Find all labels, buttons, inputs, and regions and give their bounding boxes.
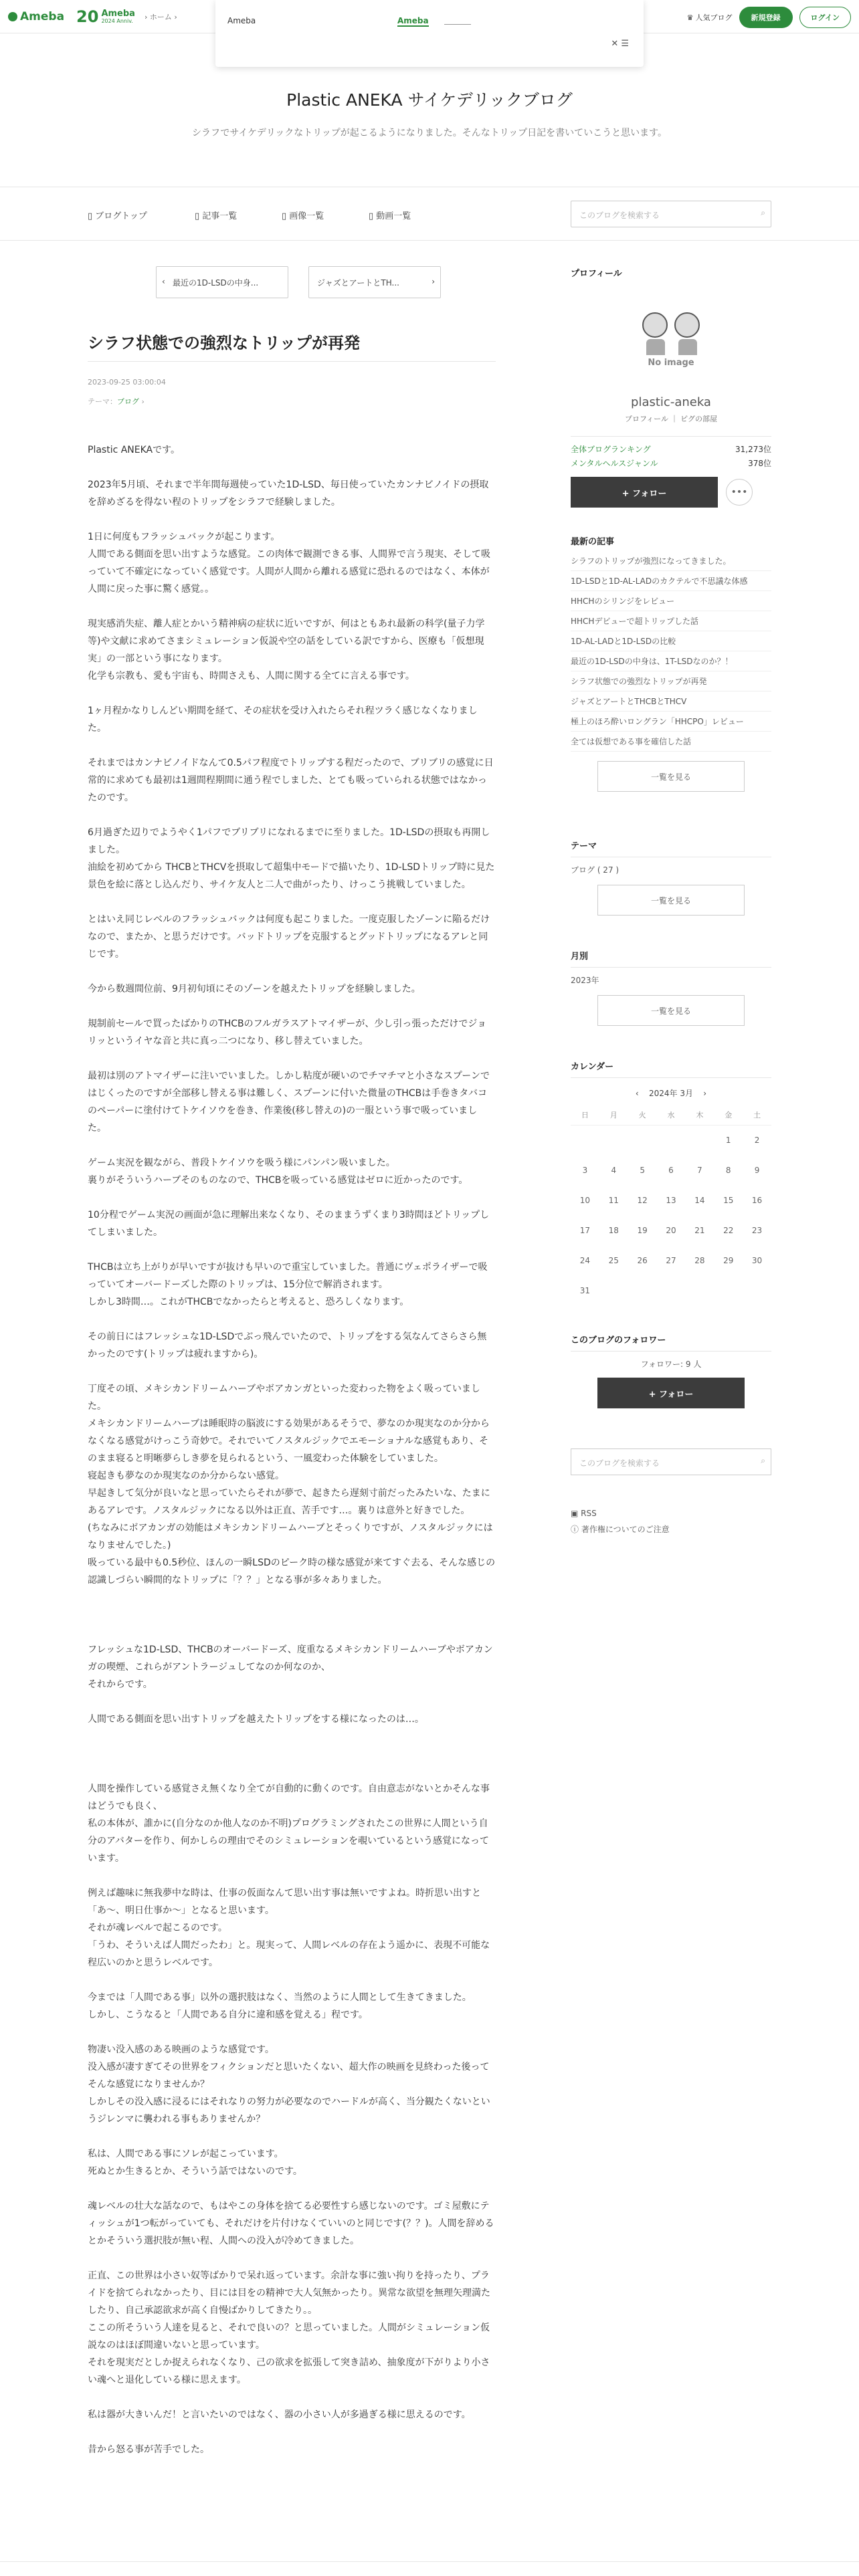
article-paragraph: 寝起きも夢なのか現実なのか分からない感覚。	[88, 1471, 284, 1481]
paragraph-spacer	[88, 459, 496, 476]
calendar-day	[685, 1276, 714, 1306]
theme-heading: テーマ	[571, 841, 597, 851]
close-icon[interactable]: ✕ ☰	[611, 39, 629, 49]
recent-articles	[571, 551, 771, 752]
calendar-day	[599, 1276, 628, 1306]
calendar-day: 3	[582, 1166, 588, 1175]
copyright-link[interactable]: ⓘ 著作権についてのご注意	[571, 1525, 670, 1534]
month-see-all-button[interactable]: 一覧を見る	[597, 995, 745, 1026]
calendar-day: 12	[637, 1196, 648, 1205]
calendar-day: 22	[723, 1226, 734, 1235]
article-paragraph: 私の本体が、誰かに(自分なのか他人なのか不明)プログラミングされたこの世界に人間という自分のアバターを作り、何かしらの理由でそのシミュレーションを覗いているという感覚になっています。	[88, 1818, 490, 1864]
article-paragraph: 油絵を初めてから THCBとTHCVを摂取して超集中モードで描いたり、1D-LSDトリップ時に見た景色を絵に落とし込んだり、サイケ友人と二人で曲がったり、けっこう挑戦していました。	[88, 862, 495, 890]
blog-search-input[interactable]: このブログを検索する ⌕	[571, 201, 771, 227]
recent-article-link[interactable]: 1D-LSDと1D-AL-LADのカクテルで不思議な体感	[571, 571, 771, 591]
article-paragraph: しかし3時間…。これがTHCBでなかったらと考えると、恐ろしくなります。	[88, 1297, 409, 1307]
profile-name[interactable]: plastic-aneka	[631, 395, 711, 409]
avatar[interactable]	[628, 292, 714, 379]
article-paragraph: 化学も宗教も、愛も宇宙も、時間さえも、人間に関する全てに言える事です。	[88, 671, 415, 681]
profile-link[interactable]: プロフィール	[625, 415, 668, 423]
paragraph-spacer	[88, 685, 496, 702]
header-dropdown-panel	[215, 0, 644, 67]
calendar-day	[657, 1125, 686, 1156]
calendar-title: 2024年 3月	[649, 1089, 693, 1098]
search-icon[interactable]: ⌕	[761, 1456, 765, 1465]
login-button[interactable]: ログイン	[799, 7, 851, 28]
recent-article-link[interactable]: 1D-AL-LADと1D-LSDの比較	[571, 631, 771, 651]
article-paragraph: 「うわ、そういえば人間だったわ」と。現実って、人間レベルの存在よう遥かに、表現不可能な程広いのかと思うレベルです。	[88, 1940, 490, 1968]
calendar-weekday: 月	[599, 1105, 628, 1125]
calendar-weekday: 金	[714, 1105, 743, 1125]
recent-article-link[interactable]: 極上のほろ酔いロングラン「HHCPO」レビュー	[571, 712, 771, 732]
recent-article-link[interactable]: ジャズとアートとTHCBとTHCV	[571, 691, 771, 712]
calendar-weekday: 火	[628, 1105, 657, 1125]
rss-icon: ▣	[571, 1509, 579, 1518]
calendar-day	[628, 1276, 657, 1306]
chevron-left-icon: ‹	[162, 277, 165, 286]
article-paragraph: 裏りがそういうハーブそのものなので、THCBを吸っている感覚はゼロに近かったのです。	[88, 1175, 468, 1186]
paragraph-spacer	[88, 963, 496, 980]
calendar-day: 26	[637, 1256, 648, 1265]
divider	[88, 361, 496, 362]
calendar-day: 4	[611, 1166, 617, 1175]
paragraph-spacer	[88, 1624, 496, 1641]
article-paragraph	[88, 1606, 496, 1624]
prev-article-button[interactable]: ‹ 最近の1D-LSDの中身...	[156, 266, 288, 298]
theme-link[interactable]: ブログ	[117, 397, 139, 406]
no-image-label: No image	[648, 358, 694, 368]
calendar-day	[714, 1276, 743, 1306]
recent-article-link[interactable]: シラフのトリップが強烈になってきました。	[571, 551, 771, 571]
article-paragraph: 人間を操作している感覚さえ無くなり全てが自動的に動くのです。自由意志がないとかそんな事はどうでも良く、	[88, 1784, 490, 1812]
calendar-day: 10	[579, 1196, 591, 1205]
blog-nav	[88, 187, 771, 241]
popular-blogs-link[interactable]: ♛ 人気ブログ	[686, 13, 733, 22]
month-item[interactable]: 2023年	[571, 976, 599, 985]
paragraph-spacer	[88, 1241, 496, 1259]
calendar-weekday: 木	[685, 1105, 714, 1125]
calendar-day: 5	[640, 1166, 645, 1175]
calendar-day: 30	[751, 1256, 763, 1265]
paragraph-spacer	[88, 1137, 496, 1154]
paragraph-spacer	[88, 1050, 496, 1067]
article-paragraph: 今までは「人間である事」以外の選択肢はなく、当然のように人間として生きてきました。	[88, 1992, 472, 2003]
global-header	[0, 0, 859, 49]
article-paragraph: 最初は別のアトマイザーに注いでいました。しかし粘度が硬いのでチマチマと小さなスプーンではじくったのですが全部移し替える事は難しく、スプーンに付いた微量のTHCBは手巻きタバコのペーパーに塗付けてトケイソウを巻き、作業後(移し替えの)の一服という事で吸っていました。	[88, 1071, 490, 1134]
article-paragraph: 丁度その頃、メキシカンドリームハーブやボアカンガといった変わった物をよく吸っていました。	[88, 1384, 480, 1412]
followers-heading: このブログのフォロワー	[571, 1335, 666, 1346]
ranking-overall[interactable]: 全体ブログランキング 31,273位	[571, 445, 771, 454]
blog-description: シラフでサイケデリックなトリップが起こるようになりました。そんなトリップ日記を書いていこうと思います。	[191, 128, 668, 138]
calendar-day: 6	[668, 1166, 674, 1175]
calendar-day: 11	[608, 1196, 619, 1205]
article-paragraph: ここの所そういう人達を見ると、それで良いの？と思っていました。人間がシミュレーション仮説なのはほぼ間違いないと思っています。	[88, 2323, 490, 2351]
article-paragraph: 物凄い没入感のある映画のような感覚です。	[88, 2044, 274, 2055]
article-paragraph: (ちなみにボアカンガの効能はメキシカンドリームハーブとそっくりですが、ノスタルジックにはなりませんでした。)	[88, 1523, 493, 1551]
calendar-day: 17	[579, 1226, 591, 1235]
nav-article-list[interactable]: ▯ 記事一覧	[195, 211, 237, 221]
signup-button[interactable]: 新規登録	[739, 7, 793, 28]
calendar-day	[571, 1125, 599, 1156]
calendar-day	[657, 1276, 686, 1306]
recent-article-link[interactable]: HHCHのシリンジをレビュー	[571, 591, 771, 611]
profile-heading: プロフィール	[571, 269, 622, 279]
recent-heading: 最新の記事	[571, 537, 615, 547]
info-icon: ⓘ	[571, 1525, 579, 1534]
paragraph-spacer	[88, 2180, 496, 2197]
article-body	[88, 441, 496, 2476]
calendar-day: 28	[694, 1256, 705, 1265]
footer	[0, 2561, 859, 2576]
rss-link[interactable]: ▣ RSS	[571, 1509, 597, 1518]
nav-image-list[interactable]: ▯ 画像一覧	[282, 211, 324, 221]
follow-button-2[interactable]: + フォロー	[597, 1378, 745, 1408]
more-icon[interactable]: •••	[726, 479, 753, 506]
article-paragraph: 10分程でゲーム実況の画面が急に理解出来なくなり、そのままうずくまり3時間ほどトリップしてしまいました。	[88, 1210, 490, 1238]
chevron-right-icon: ›	[432, 277, 435, 286]
next-article-button[interactable]: ジャズとアートとTH... ›	[308, 266, 441, 298]
follow-button[interactable]: + フォロー	[571, 477, 718, 508]
article-paragraph: 1ヶ月程かなりしんどい期間を経て、その症状を受け入れたらそれ程ツラく感じなくなりました。	[88, 706, 478, 734]
calendar-day	[743, 1276, 771, 1306]
breadcrumb-home[interactable]: › ホーム ›	[144, 12, 177, 21]
paragraph-spacer	[88, 598, 496, 615]
calendar-day	[628, 1125, 657, 1156]
avatar-person-icon	[674, 312, 700, 338]
recent-article-link[interactable]: 最近の1D-LSDの中身は、1T-LSDなのか？！	[571, 651, 771, 671]
nav-blog-top[interactable]: ▯ ブログトップ	[88, 211, 147, 221]
article-paragraph: しかしその没入感に浸るにはそれなりの努力が必要なのでハードルが高く、当分観たくないというジレンマに襲われる事もありませんか？	[88, 2097, 490, 2125]
theme-see-all-button[interactable]: 一覧を見る	[597, 885, 745, 916]
dropdown-label: Ameba	[227, 16, 256, 25]
paragraph-spacer	[88, 2250, 496, 2267]
sidebar-search-input[interactable]: このブログを検索する ⌕	[571, 1448, 771, 1475]
blog-title[interactable]: Plastic ANEKA サイケデリックブログ	[286, 90, 573, 110]
calendar-day: 29	[723, 1256, 734, 1265]
paragraph-spacer	[88, 511, 496, 528]
paragraph-spacer	[88, 1589, 496, 1606]
article-paragraph: 例えば趣味に無我夢中な時は、仕事の仮面なんて思い出す事は無いですよね。時折思い出すと「あ〜、明日仕事か〜」となると思います。	[88, 1888, 481, 1916]
article-paragraph	[88, 1745, 496, 1763]
ameba-logo[interactable]: Ameba	[8, 10, 64, 23]
article-paragraph: 吸っている最中も0.5秒位、ほんの一瞬LSDのピーク時の様な感覚が来てすぐ去る、そんな感じの認識しづらい瞬間的なトリップに「？？」となる事が多々ありました。	[88, 1558, 496, 1586]
article-paragraph: 現実感消失症、離人症とかいう精神病の症状に近いですが、何はともあれ最新の科学(量子力学等)や文献に求めてさまシミュレーション仮説や空の話をしている訳ですから、医療も「仮想現実」の一部という事になります。	[88, 619, 485, 664]
calendar-day: 14	[694, 1196, 705, 1205]
pigg-link[interactable]: ピグの部屋	[680, 415, 717, 423]
article-paragraph: しかし、こうなると「人間である自分に違和感を覚える」程です。	[88, 2010, 368, 2020]
article-title[interactable]: シラフ状態での強烈なトリップが再発	[88, 334, 361, 352]
calendar-day: 31	[579, 1286, 591, 1295]
calendar-day: 24	[579, 1256, 591, 1265]
paragraph-spacer	[88, 1867, 496, 1885]
recent-article-link[interactable]: シラフ状態での強烈なトリップが再発	[571, 671, 771, 691]
article-paragraph: 今から数週間位前、9月初旬頃にそのゾーンを越えたトリップを経験しました。	[88, 984, 421, 994]
dropdown-underline	[444, 24, 471, 25]
chevron-right-icon[interactable]: ›	[703, 1089, 707, 1098]
article-theme: テーマ：ブログ ›	[88, 397, 145, 406]
article-paragraph: 没入感が凄すぎてその世界をフィクションだと思いたくない、超大作の映画を見終わった後ってそんな感覚になりませんか？	[88, 2062, 490, 2090]
calendar-heading: カレンダー	[571, 1062, 614, 1072]
crown-icon: ♛	[686, 13, 694, 22]
article-paragraph: 人間である側面を思い出すトリップを越えたトリップをする様になったのは…。	[88, 1714, 424, 1725]
article-paragraph: フレッシュな1D-LSD、THCBのオーバードーズ、度重なるメキシカンドリームハーブやボアカンガの喫煙、これらがアントラージュしてなのか何なのか、	[88, 1644, 493, 1673]
calendar-day: 25	[608, 1256, 619, 1265]
chevron-left-icon[interactable]: ‹	[635, 1089, 639, 1098]
article-paragraph: それまではカンナビノイドなんて0.5パフ程度でトリップする程だったので、ブリブリの感覚に日常的に求めても最初は1週間程期間に通う程でしました、とても吸っていられる状態ではなかったのです。	[88, 758, 494, 803]
search-icon[interactable]: ⌕	[761, 208, 765, 217]
article-paragraph: 1日に何度もフラッシュバックが起こります。	[88, 532, 280, 542]
calendar-weekday: 土	[743, 1105, 771, 1125]
article-paragraph: 早起きして気分が良いなと思っていたらそれが夢で、起きたら遅刻寸前だったみたいな、たまにあるアレです。ノスタルジックになる以外は正直、苦手です…。裏りは意外と好きでした。	[88, 1488, 490, 1516]
article-paragraph: 正直、この世界は小さい奴等ばかりで呆れ返っています。余計な事に強い拘りを持ったり、プライドを捨てられなかったり、目には目をの精神で大人気無かったり。異常な欲望を無理矢理満たしたり、自己承認欲求が高く自慢ばかりしてきたり。。	[88, 2270, 490, 2316]
calendar-day: 19	[637, 1226, 648, 1235]
calendar-weekday: 日	[571, 1105, 599, 1125]
paragraph-spacer	[88, 2458, 496, 2476]
article-paragraph: ゲーム実況を観ながら、普段トケイソウを吸う様にパンパン吸いました。	[88, 1158, 395, 1168]
calendar	[571, 1087, 771, 1306]
calendar-day: 2	[754, 1136, 760, 1145]
calendar-day: 21	[694, 1226, 705, 1235]
calendar-day: 18	[608, 1226, 619, 1235]
article-date: 2023-09-25 03:00:04	[88, 378, 166, 387]
calendar-day: 9	[754, 1166, 760, 1175]
article-paragraph: 2023年5月頃、それまで半年間毎週使っていた1D-LSD、毎日使っていたカンナビノイドの摂取を辞めざるを得ない程のトリップをシラフで経験しました。	[88, 479, 489, 508]
theme-item[interactable]: ブログ ( 27 )	[571, 865, 619, 875]
calendar-day: 20	[666, 1226, 676, 1235]
recent-see-all-button[interactable]: 一覧を見る	[597, 761, 745, 792]
calendar-day: 16	[751, 1196, 763, 1205]
calendar-day	[599, 1125, 628, 1156]
paragraph-spacer	[88, 2128, 496, 2145]
paragraph-spacer	[88, 1763, 496, 1780]
article-paragraph: その前日にはフレッシュな1D-LSDでぶっ飛んでいたので、トリップをする気なんてさらさら無かったのです(トリップは疲れますから)。	[88, 1331, 487, 1360]
paragraph-spacer	[88, 893, 496, 911]
article-paragraph: 規制前セールで買ったばかりのTHCBのフルガラスアトマイザーが、少し引っ張っただけでジョリッというイヤな音と共に真っ二つになり、移し替えていました。	[88, 1018, 487, 1047]
follower-count[interactable]: フォロワー: 9 人	[640, 1360, 702, 1369]
calendar-day: 8	[725, 1166, 731, 1175]
calendar-day: 27	[666, 1256, 676, 1265]
calendar-day: 13	[666, 1196, 676, 1205]
avatar-person-icon	[642, 312, 668, 338]
paragraph-spacer	[88, 1728, 496, 1745]
article-paragraph: Plastic ANEKAです。	[88, 445, 181, 455]
paragraph-spacer	[88, 1311, 496, 1328]
article-paragraph: メキシカンドリームハーブは睡眠時の脳波にする効果があるそうで、夢なのか現実なのか分からなくなる感覚がけっこう奇妙で。それでいてノスタルジックでエモーショナルな感覚もあり、そのまま寝ると明晰夢らしき夢を見られるという、一風変わった体験をしていました。	[88, 1418, 490, 1464]
ranking-genre[interactable]: メンタルヘルスジャンル 378位	[571, 459, 771, 468]
dropdown-tab[interactable]: Ameba	[397, 16, 429, 25]
paragraph-spacer	[88, 1363, 496, 1380]
paragraph-spacer	[88, 737, 496, 754]
article-paragraph: とはいえ同じレベルのフラッシュバックは何度も起こりました。一度克服したゾーンに陥るだけなので、またか、と思うだけです。バッドトリップを克服するとグッドトリップになるアレと同じです。	[88, 914, 490, 960]
paragraph-spacer	[88, 2389, 496, 2406]
article-paragraph: 昔から怒る事が苦手でした。	[88, 2444, 209, 2455]
nav-video-list[interactable]: ▯ 動画一覧	[369, 211, 411, 221]
paragraph-spacer	[88, 2424, 496, 2441]
recent-article-link[interactable]: 全ては仮想である事を確信した話	[571, 732, 771, 752]
paragraph-spacer	[88, 1971, 496, 1989]
paragraph-spacer	[88, 998, 496, 1015]
article-paragraph: 6月過ぎた辺りでようやく1パフでブリブリになれるまでに至りました。1D-LSDの摂取も再開しました。	[88, 827, 490, 855]
paragraph-spacer	[88, 1693, 496, 1711]
calendar-weekday: 水	[657, 1105, 686, 1125]
recent-article-link[interactable]: HHCHデビューで超トリップした話	[571, 611, 771, 631]
calendar-day: 7	[697, 1166, 702, 1175]
month-heading: 月別	[571, 952, 589, 962]
article-paragraph: それを現実だとしか捉えられなくなり、己の欲求を拡張して突き詰め、抽象度が下がりより小さい魂へと退化している様に思えます。	[88, 2357, 490, 2385]
article-paragraph: 魂レベルの壮大な話なので、もはやこの身体を捨てる必要性すら感じないのです。ゴミ屋敷にティッシュが1つ転がっていても、それだけを片付けなくていいのと同じです(？？)。人間を辞めるとかそういう選択肢が無い程、人間への没入が冷めてきました。	[88, 2201, 494, 2246]
article-paragraph: それからです。	[88, 1679, 153, 1690]
paragraph-spacer	[88, 2024, 496, 2041]
paragraph-spacer	[88, 807, 496, 824]
calendar-day	[685, 1125, 714, 1156]
article-paragraph: 私は器が大きいんだ！と言いたいのではなく、器の小さい人が多過ぎる様に思えるのです。	[88, 2409, 471, 2420]
anniversary-logo[interactable]: 20 Ameba 2024 Anniv.	[76, 7, 135, 26]
article-paragraph: 人間である側面を思い出すような感覚。この肉体で観測できる事、人間界で言う現実、そして吸っていて不確定になっていく感覚です。人間が人間から離れる感覚に恐れるのではなく、本体が人間に戻った事に驚く感覚。。	[88, 549, 490, 595]
paragraph-spacer	[88, 1189, 496, 1206]
calendar-day: 1	[725, 1136, 731, 1145]
calendar-day: 23	[751, 1226, 763, 1235]
ameba-logo-icon	[8, 12, 17, 21]
article-paragraph: 私は、人間である事にソレが起こっています。	[88, 2149, 284, 2159]
article-paragraph: 死ぬとか生きるとか、そういう話ではないのです。	[88, 2166, 302, 2177]
article-paragraph: それが魂レベルで起こるのです。	[88, 1923, 227, 1933]
calendar-day: 15	[723, 1196, 734, 1205]
article-paragraph: THCBは立ち上がりが早いですが抜けも早いので重宝していました。普通にヴェポライザーで吸っていてオーバードーズした際のトリップは、15分位で解消されます。	[88, 1262, 488, 1290]
